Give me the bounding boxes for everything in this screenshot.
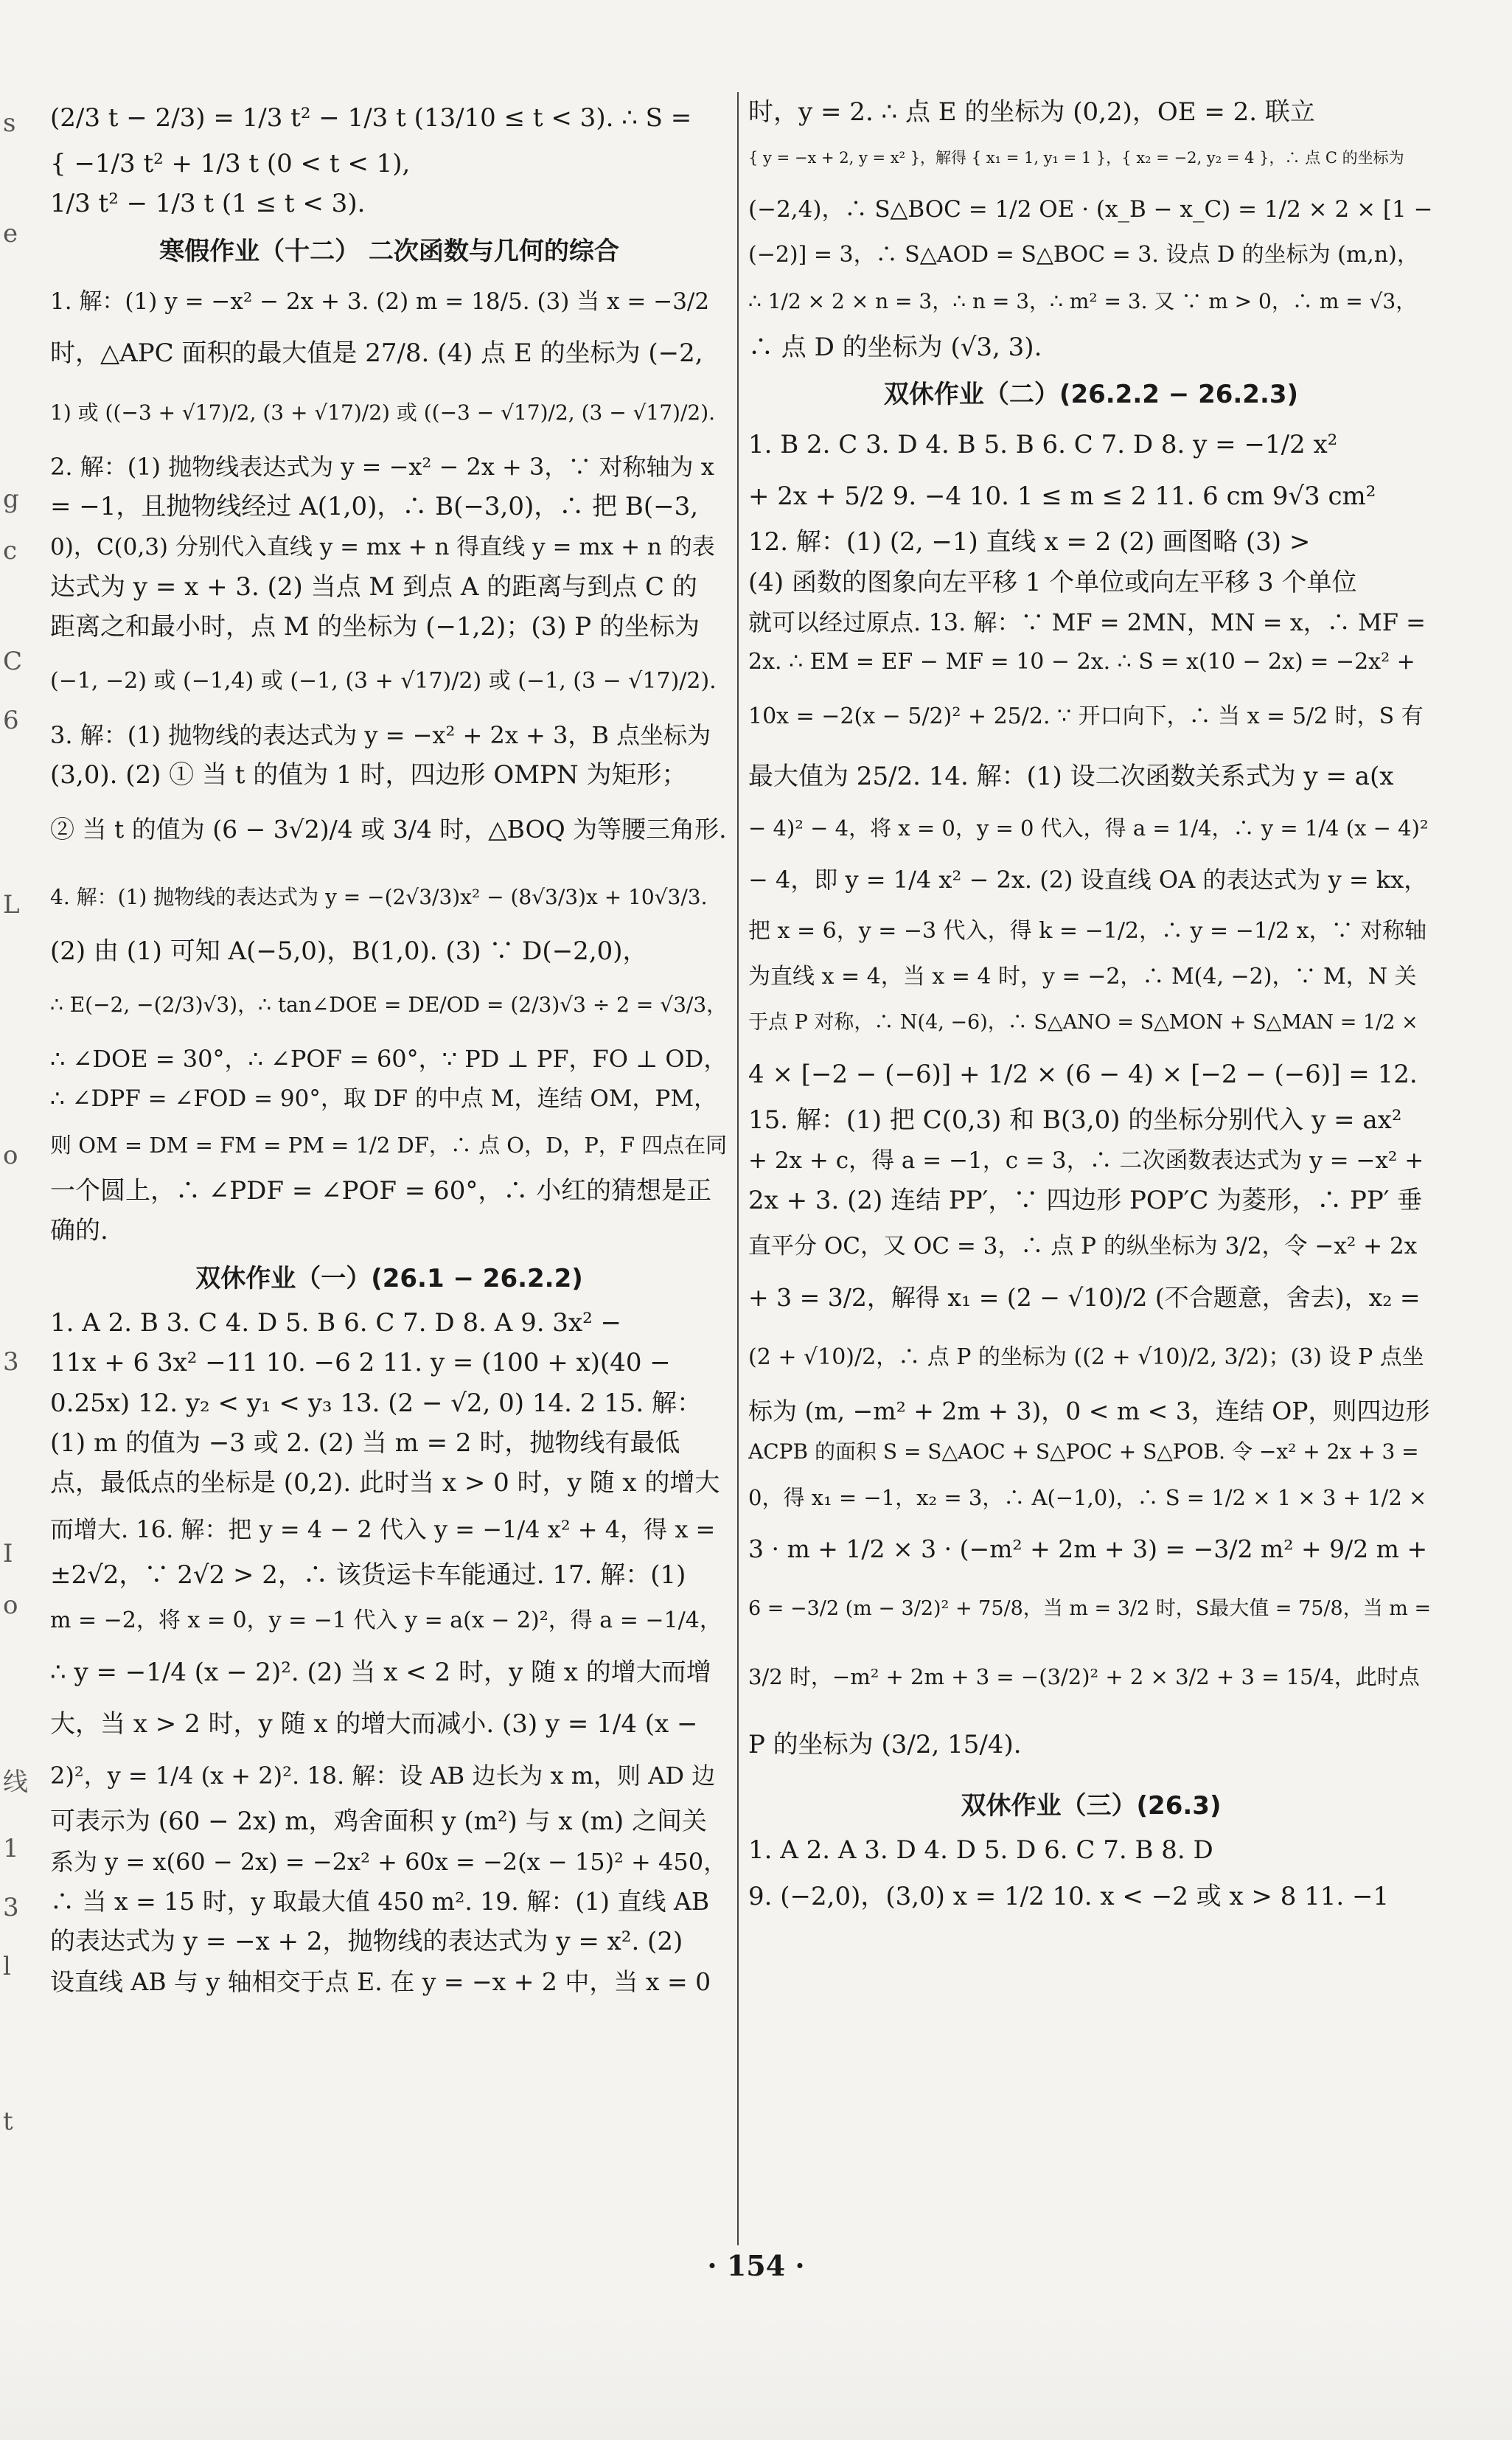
margin-glyph: 3 xyxy=(3,1347,19,1377)
text-line: (2/3 t − 2/3) = 1/3 t² − 1/3 t (13/10 ≤ t < 3). ∴ S = xyxy=(50,103,692,133)
text-line: 时，y = 2. ∴ 点 E 的坐标为 (0,2)，OE = 2. 联立 xyxy=(748,97,1315,127)
right-text-column xyxy=(748,92,1434,1922)
text-line: 确的. xyxy=(50,1216,108,1246)
text-line: ∴ y = −1/4 (x − 2)². (2) 当 x < 2 时，y 随 x 的增大而增 xyxy=(50,1658,711,1688)
left-margin-bleed-text xyxy=(0,0,28,2440)
text-line: 设直线 AB 与 y 轴相交于点 E. 在 y = −x + 2 中，当 x = 0 xyxy=(50,1967,711,1996)
text-line: ±2√2，∵ 2√2 > 2，∴ 该货运卡车能通过. 17. 解：(1) xyxy=(50,1560,686,1590)
section-heading-weekend-3: 双休作业（三）(26.3) xyxy=(961,1791,1222,1821)
page-number: · 154 · xyxy=(707,2249,805,2282)
text-line: 把 x = 6，y = −3 代入，得 k = −1/2，∴ y = −1/2 x，∵ 对称轴 xyxy=(748,917,1427,944)
text-line: (−2,4)，∴ S△BOC = 1/2 OE · (x_B − x_C) = 1/2 × 2 × [1 − xyxy=(748,196,1433,223)
text-line: 而增大. 16. 解：把 y = 4 − 2 代入 y = −1/4 x² + 4，得 x = xyxy=(50,1515,716,1543)
text-line: (−2)] = 3，∴ S△AOD = S△BOC = 3. 设点 D 的坐标为 (m,n)， xyxy=(748,242,1419,268)
text-line: (2) 由 (1) 可知 A(−5,0)，B(1,0). (3) ∵ D(−2,0)， xyxy=(50,936,648,966)
text-line: 一个圆上，∴ ∠PDF = ∠POF = 60°，∴ 小红的猜想是正 xyxy=(50,1175,712,1206)
text-line: (−1, −2) 或 (−1,4) 或 (−1, (3 + √17)/2) 或 (−1, (3 − √17)/2). xyxy=(50,667,717,694)
text-line: ∴ E(−2, −(2/3)√3)，∴ tan∠DOE = DE/OD = (2/3)√3 ÷ 2 = √3/3， xyxy=(50,993,728,1018)
margin-glyph: C xyxy=(3,647,23,676)
margin-glyph: 1 xyxy=(3,1834,19,1863)
text-line: (4) 函数的图象向左平移 1 个单位或向左平移 3 个单位 xyxy=(748,567,1357,597)
text-line: 1. B 2. C 3. D 4. B 5. B 6. C 7. D 8. y = −1/2 x² xyxy=(748,430,1338,460)
page-bottom-margin xyxy=(0,2315,1512,2440)
margin-glyph: t xyxy=(3,2107,13,2136)
margin-glyph: s xyxy=(3,108,16,138)
text-line: { y = −x + 2, y = x² }，解得 { x₁ = 1, y₁ = 1 }，{ x₂ = −2, y₂ = 4 }，∴ 点 C 的坐标为 xyxy=(748,149,1404,167)
text-line: + 3 = 3/2，解得 x₁ = (2 − √10)/2 (不合题意，舍去)，x₂ = xyxy=(748,1283,1421,1313)
text-line: 4. 解：(1) 抛物线的表达式为 y = −(2√3/3)x² − (8√3/3)x + 10√3/3. xyxy=(50,884,708,909)
margin-glyph: 3 xyxy=(3,1893,19,1922)
text-line: (2 + √10)/2，∴ 点 P 的坐标为 ((2 + √10)/2, 3/2)；(3) 设 P 点坐 xyxy=(748,1344,1424,1371)
text-line: 2)²，y = 1/4 (x + 2)². 18. 解：设 AB 边长为 x m，则 AD 边 xyxy=(50,1762,716,1790)
margin-glyph: g xyxy=(3,484,19,514)
text-line: 就可以经过原点. 13. 解：∵ MF = 2MN，MN = x，∴ MF = xyxy=(748,608,1426,637)
text-line: 1. 解：(1) y = −x² − 2x + 3. (2) m = 18/5. (3) 当 x = −3/2 xyxy=(50,288,710,315)
text-line: − 4)² − 4，将 x = 0，y = 0 代入，得 a = 1/4，∴ y = 1/4 (x − 4)² xyxy=(748,815,1429,841)
text-line: 为直线 x = 4，当 x = 4 时，y = −2，∴ M(4, −2)，∵ M，N 关 xyxy=(748,963,1417,990)
text-line: 3 · m + 1/2 × 3 · (−m² + 2m + 3) = −3/2 m² + 9/2 m + xyxy=(748,1534,1428,1564)
text-line: + 2x + 5/2 9. −4 10. 1 ≤ m ≤ 2 11. 6 cm 9√3 cm² xyxy=(748,482,1376,512)
text-line: 大，当 x > 2 时，y 随 x 的增大而减小. (3) y = 1/4 (x − xyxy=(50,1709,698,1739)
text-line: ∴ 当 x = 15 时，y 取最大值 450 m². 19. 解：(1) 直线 AB xyxy=(50,1886,710,1916)
text-line: (1) m 的值为 −3 或 2. (2) 当 m = 2 时，抛物线有最低 xyxy=(50,1428,680,1458)
text-line: 1/3 t² − 1/3 t (1 ≤ t < 3). xyxy=(50,189,366,219)
text-line: 1. A 2. B 3. C 4. D 5. B 6. C 7. D 8. A 9. 3x² − xyxy=(50,1307,622,1338)
text-line: m = −2，将 x = 0，y = −1 代入 y = a(x − 2)²，得 a = −1/4， xyxy=(50,1607,722,1634)
margin-glyph: l xyxy=(3,1952,11,1981)
text-line: 直平分 OC，又 OC = 3，∴ 点 P 的纵坐标为 3/2，令 −x² + 2x xyxy=(748,1233,1418,1260)
text-line: 9. (−2,0)，(3,0) x = 1/2 10. x < −2 或 x > 8 11. −1 xyxy=(748,1881,1390,1911)
text-line: 0，得 x₁ = −1，x₂ = 3，∴ A(−1,0)，∴ S = 1/2 × 1 × 3 + 1/2 × xyxy=(748,1485,1427,1511)
section-heading-weekend-2: 双休作业（二）(26.2.2 − 26.2.3) xyxy=(883,380,1299,410)
text-line: = −1，且抛物线经过 A(1,0)，∴ B(−3,0)，∴ 把 B(−3, xyxy=(50,492,699,522)
text-line: 3. 解：(1) 抛物线的表达式为 y = −x² + 2x + 3，B 点坐标为 xyxy=(50,720,711,749)
left-text-column xyxy=(50,92,728,2002)
text-line: ∴ ∠DOE = 30°，∴ ∠POF = 60°，∵ PD ⊥ PF，FO ⊥ OD， xyxy=(50,1045,728,1074)
text-line: P 的坐标为 (3/2, 15/4). xyxy=(748,1730,1022,1760)
text-line: 最大值为 25/2. 14. 解：(1) 设二次函数关系式为 y = a(x xyxy=(748,761,1394,791)
text-line: 2x + 3. (2) 连结 PP′，∵ 四边形 POP′C 为菱形，∴ PP′ 垂 xyxy=(748,1186,1423,1216)
margin-glyph: e xyxy=(3,219,18,248)
margin-glyph: o xyxy=(3,1591,18,1620)
text-line: ② 当 t 的值为 (6 − 3√2)/4 或 3/4 时，△BOQ 为等腰三角形. xyxy=(50,814,727,844)
text-line: 15. 解：(1) 把 C(0,3) 和 B(3,0) 的坐标分别代入 y = ax² xyxy=(748,1105,1402,1136)
text-line: 0)，C(0,3) 分别代入直线 y = mx + n 得直线 y = mx + n 的表 xyxy=(50,533,715,560)
section-heading-winter-12: 寒假作业（十二） 二次函数与几何的综合 xyxy=(159,236,619,266)
text-line: 2. 解：(1) 抛物线表达式为 y = −x² − 2x + 3，∵ 对称轴为 x xyxy=(50,452,714,481)
text-line: − 4，即 y = 1/4 x² − 2x. (2) 设直线 OA 的表达式为 y = kx， xyxy=(748,865,1428,894)
text-line: (3,0). (2) ① 当 t 的值为 1 时，四边形 OMPN 为矩形； xyxy=(50,760,687,790)
text-line: 4 × [−2 − (−6)] + 1/2 × (6 − 4) × [−2 − (−6)] = 12. xyxy=(748,1060,1418,1090)
text-line: 可表示为 (60 − 2x) m，鸡舍面积 y (m²) 与 x (m) 之间关 xyxy=(50,1807,707,1837)
text-line: 12. 解：(1) (2, −1) 直线 x = 2 (2) 画图略 (3) > xyxy=(748,527,1311,557)
text-line: 系为 y = x(60 − 2x) = −2x² + 60x = −2(x − 15)² + 450， xyxy=(50,1847,728,1876)
margin-glyph: c xyxy=(3,536,18,566)
text-line: 的表达式为 y = −x + 2，抛物线的表达式为 y = x². (2) xyxy=(50,1927,683,1957)
text-line: { −1/3 t² + 1/3 t (0 < t < 1), xyxy=(50,149,411,178)
text-line: 2x. ∴ EM = EF − MF = 10 − 2x. ∴ S = x(10 − 2x) = −2x² + xyxy=(748,649,1415,675)
text-line: 达式为 y = x + 3. (2) 当点 M 到点 A 的距离与到点 C 的 xyxy=(50,572,697,602)
text-line: 1) 或 ((−3 + √17)/2, (3 + √17)/2) 或 ((−3 − √17)/2, (3 − √17)/2). xyxy=(50,400,716,425)
margin-glyph: I xyxy=(3,1539,13,1568)
margin-glyph: L xyxy=(3,890,20,920)
text-line: ∴ 点 D 的坐标为 (√3, 3). xyxy=(748,332,1042,362)
text-line: 3/2 时，−m² + 2m + 3 = −(3/2)² + 2 × 3/2 + 3 = 15/4，此时点 xyxy=(748,1664,1420,1690)
text-line: 1. A 2. A 3. D 4. D 5. D 6. C 7. B 8. D xyxy=(748,1835,1213,1866)
margin-glyph: 线 xyxy=(3,1768,28,1797)
section-heading-weekend-1: 双休作业（一）(26.1 − 26.2.2) xyxy=(195,1263,583,1293)
text-line: 时，△APC 面积的最大值是 27/8. (4) 点 E 的坐标为 (−2, xyxy=(50,338,703,368)
column-divider xyxy=(737,92,739,2245)
text-line: 11x + 6 3x² −11 10. −6 2 11. y = (100 + x)(40 − xyxy=(50,1348,671,1378)
text-line: 0.25x) 12. y₂ < y₁ < y₃ 13. (2 − √2, 0) 14. 2 15. 解： xyxy=(50,1388,703,1418)
text-line: 6 = −3/2 (m − 3/2)² + 75/8，当 m = 3/2 时，S最大值 = 75/8，当 m = xyxy=(748,1597,1432,1621)
text-line: 标为 (m, −m² + 2m + 3)，0 < m < 3，连结 OP，则四边形 xyxy=(748,1397,1430,1426)
text-line: 点，最低点的坐标是 (0,2). 此时当 x > 0 时，y 随 x 的增大 xyxy=(50,1468,720,1498)
margin-glyph: o xyxy=(3,1141,18,1170)
text-line: ACPB 的面积 S = S△AOC + S△POC + S△POB. 令 −x² + 2x + 3 = xyxy=(748,1439,1419,1464)
text-line: 则 OM = DM = FM = PM = 1/2 DF，∴ 点 O，D，P，F 四点在同 xyxy=(50,1132,728,1158)
margin-glyph: 6 xyxy=(3,706,19,735)
text-line: ∴ ∠DPF = ∠FOD = 90°，取 DF 的中点 M，连结 OM，PM， xyxy=(50,1085,717,1113)
text-line: ∴ 1/2 × 2 × n = 3，∴ n = 3，∴ m² = 3. 又 ∵ m > 0，∴ m = √3， xyxy=(748,288,1417,313)
text-line: 10x = −2(x − 5/2)² + 25/2. ∵ 开口向下，∴ 当 x = 5/2 时，S 有 xyxy=(748,703,1424,729)
text-line: 于点 P 对称，∴ N(4, −6)，∴ S△ANO = S△MON + S△MAN = 1/2 × xyxy=(748,1011,1418,1035)
text-line: + 2x + c，得 a = −1，c = 3，∴ 二次函数表达式为 y = −x² + xyxy=(748,1147,1424,1174)
text-line: 距离之和最小时，点 M 的坐标为 (−1,2)；(3) P 的坐标为 xyxy=(50,612,700,642)
